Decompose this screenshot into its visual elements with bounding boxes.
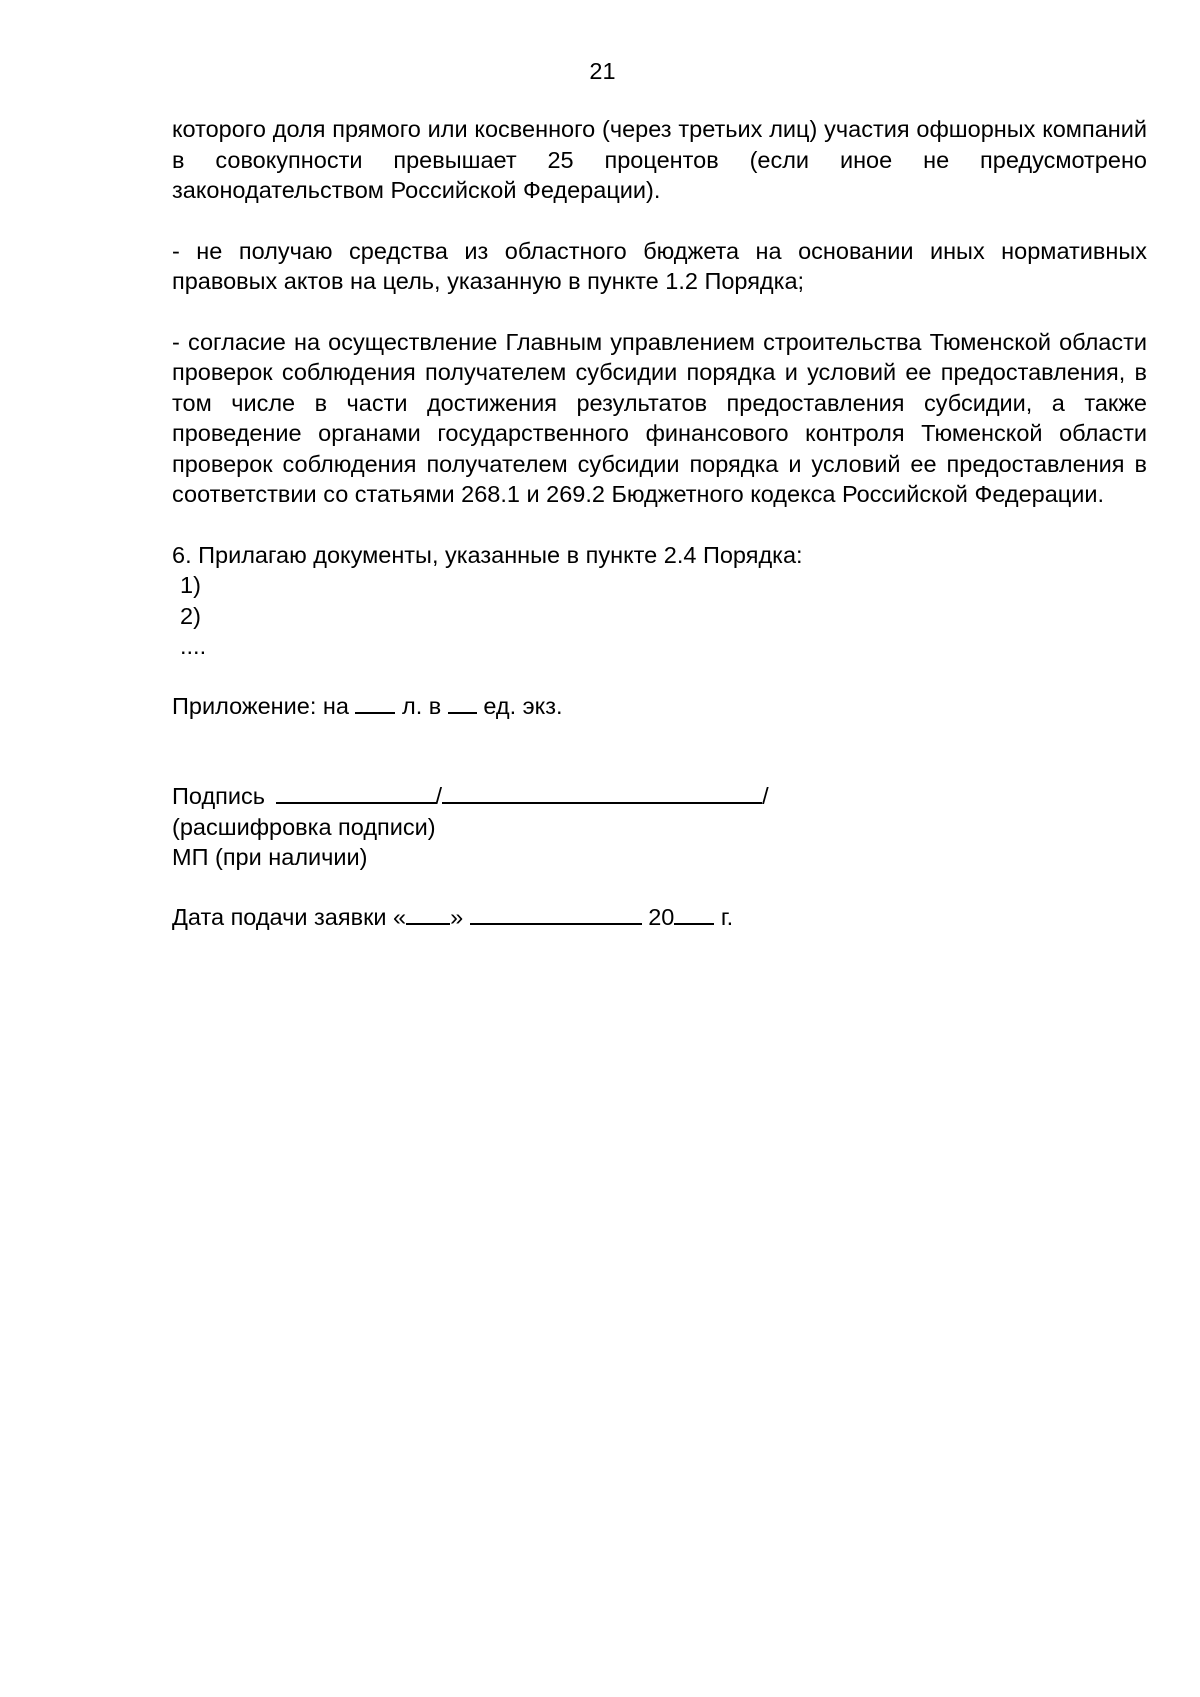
paragraph-no-funds: - не получаю средства из областного бюджета на основании иных нормативных правовых актов на цель, указанную в пункте 1.2 Порядка; xyxy=(172,237,1147,294)
list-item: .... xyxy=(180,633,207,659)
paragraph-consent: - согласие на осуществление Главным управлением строительства Тюменской области проверок соблюдения получателем субсидии порядка и условий ее предоставления, в том числе в части достижения результатов предоставления субсидии, а также проведение органами государственного финансового контроля Тюменской области проверок соблюдения получателем субсидии порядка и условий ее предоставления в соответствии со статьями 268.1 и 269.2 Бюджетного кодекса Российской Федерации. xyxy=(172,328,1147,507)
attachment-prefix: Приложение: на xyxy=(172,692,349,719)
paragraph-offshore: которого доля прямого или косвенного (через третьих лиц) участия офшорных компаний в совокупности превышает 25 процентов (если иное не предусмотрено законодательством Российской Федерации). xyxy=(172,116,1147,203)
paragraph-attached-documents: 6. Прилагаю документы, указанные в пункте 2.4 Порядка: xyxy=(172,541,803,568)
seal-note: МП (при наличии) xyxy=(172,844,368,870)
date-prefix: Дата подачи заявки « xyxy=(172,903,407,930)
sheets-blank xyxy=(355,694,395,714)
date-quote-close: » xyxy=(450,903,464,930)
year-suffix: г. xyxy=(720,903,734,930)
signature-blank xyxy=(276,784,436,804)
signature-decode-blank xyxy=(442,784,762,804)
signature-slash: / xyxy=(435,783,443,809)
document-body xyxy=(172,114,1147,932)
day-blank xyxy=(406,905,450,925)
signature-slash: / xyxy=(762,783,769,809)
year-blank xyxy=(674,905,714,925)
attachment-line xyxy=(172,691,1147,722)
month-blank xyxy=(470,905,642,925)
attachment-mid: л. в xyxy=(402,692,442,719)
signature-line xyxy=(172,781,1147,812)
year-prefix: 20 xyxy=(648,903,675,930)
attachment-suffix: ед. экз. xyxy=(483,692,563,719)
copies-blank xyxy=(448,694,477,714)
list-item: 1) xyxy=(180,572,201,598)
page-number: 21 xyxy=(589,58,616,84)
submission-date-line xyxy=(172,902,1147,933)
signature-label: Подпись xyxy=(172,783,266,809)
list-item: 2) xyxy=(180,602,201,629)
signature-decode-note: (расшифровка подписи) xyxy=(172,813,436,840)
